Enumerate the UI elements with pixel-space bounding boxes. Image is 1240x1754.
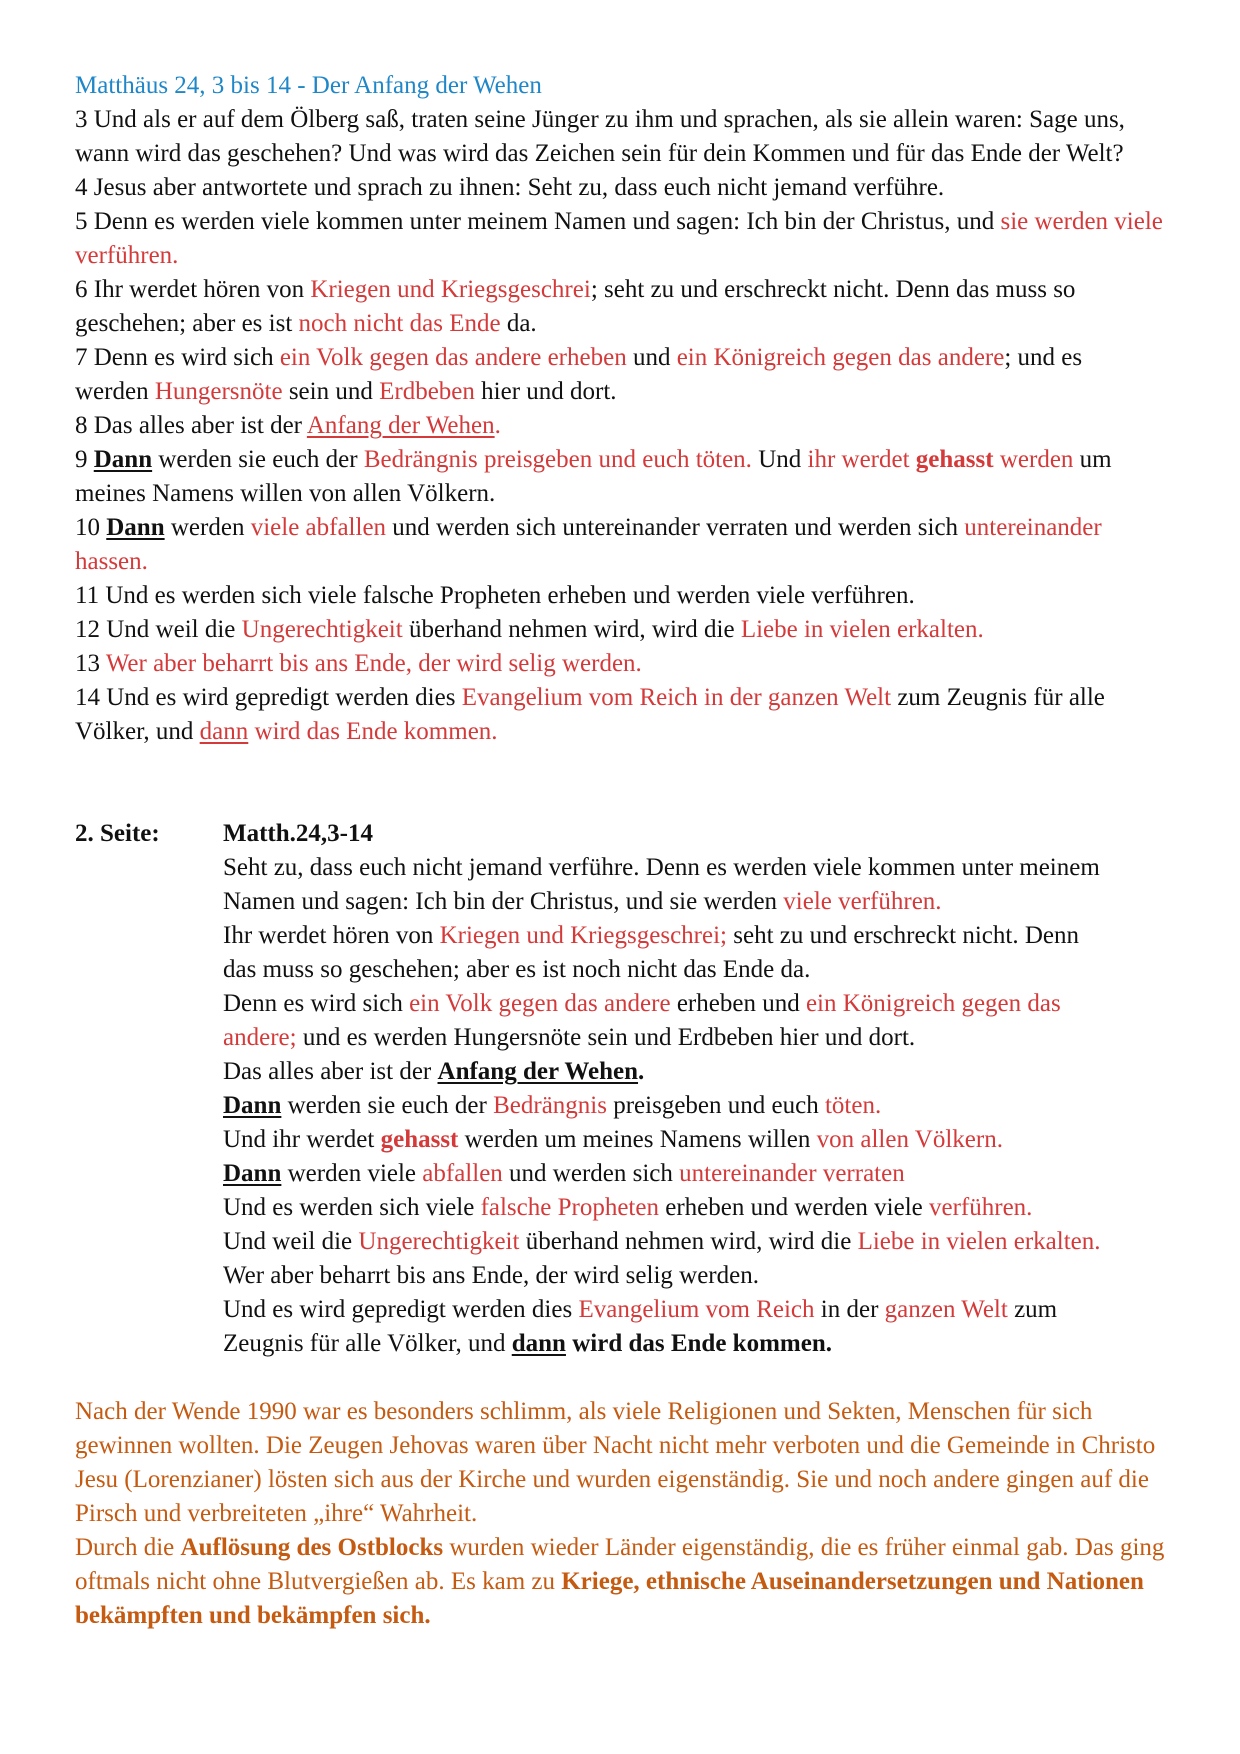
commentary-line [75, 1497, 1165, 1531]
highlighted-text: ganzen Welt [884, 1296, 1008, 1323]
summary-text: Das alles aber ist der [223, 1058, 438, 1085]
summary-line [75, 1293, 1165, 1327]
verse-line [75, 511, 1165, 545]
summary-line [75, 851, 1165, 885]
highlighted-text: Evangelium vom Reich [578, 1296, 815, 1323]
verse-line [75, 545, 1165, 579]
highlighted-text: verführen. [929, 1194, 1033, 1221]
underlined-phrase: dann [199, 718, 249, 745]
commentary-line [75, 1531, 1165, 1565]
highlighted-text: werden [993, 446, 1074, 473]
underlined-phrase: Anfang der Wehen [437, 1058, 639, 1085]
highlighted-bold-text: gehasst [915, 446, 994, 473]
bold-text: . [638, 1058, 645, 1085]
emphasis-dann: dann [511, 1330, 566, 1357]
summary-line [75, 953, 1165, 987]
highlighted-text: hassen. [75, 548, 148, 575]
summary-line [75, 1157, 1165, 1191]
summary-text: das muss so geschehen; aber es ist noch nicht das Ende da. [223, 956, 811, 983]
summary-text: werden sie euch der [281, 1092, 494, 1119]
summary-line [75, 1191, 1165, 1225]
emphasis-dann: Dann [93, 446, 153, 473]
verse-text: 5 Denn es werden viele kommen unter meinem Namen und sagen: Ich bin der Christus, und [75, 208, 1001, 235]
summary-line [75, 1259, 1165, 1293]
highlighted-text: noch nicht das Ende [298, 310, 501, 337]
verse-text: 11 Und es werden sich viele falsche Propheten erheben und werden viele verführen. [75, 582, 915, 609]
verse-line [75, 715, 1165, 749]
commentary-text: Durch die [75, 1534, 181, 1561]
verse-text: sein und [282, 378, 380, 405]
highlighted-text: verführen. [75, 242, 179, 269]
verse-text: ; seht zu und erschreckt nicht. Denn das muss so [590, 276, 1076, 303]
summary-text: Ihr werdet hören von [223, 922, 440, 949]
bold-text: Auflösung des Ostblocks [180, 1534, 444, 1561]
verse-text: Und [751, 446, 808, 473]
verse-line [75, 341, 1165, 375]
summary-line [75, 885, 1165, 919]
verse-line [75, 681, 1165, 715]
highlighted-text: töten. [824, 1092, 882, 1119]
highlighted-text: Kriegen und Kriegsgeschrei; [439, 922, 727, 949]
verse-text: werden sie euch der [152, 446, 364, 473]
summary-line [75, 1225, 1165, 1259]
commentary-line [75, 1395, 1165, 1429]
summary-label: 2. Seite: [75, 820, 160, 847]
verse-text: überhand nehmen wird, wird die [402, 616, 741, 643]
verse-text: werden [75, 378, 155, 405]
highlighted-text: von allen Völkern. [816, 1126, 1003, 1153]
highlighted-text: ein Königreich gegen das andere [676, 344, 1005, 371]
highlighted-text: viele verführen. [783, 888, 942, 915]
highlighted-text: untereinander verraten [679, 1160, 905, 1187]
verse-text: wann wird das geschehen? Und was wird das Zeichen sein für dein Kommen und für das Ende der Welt? [75, 140, 1124, 167]
summary-text: Wer aber beharrt bis ans Ende, der wird selig werden. [223, 1262, 759, 1289]
verse-text: da. [500, 310, 537, 337]
summary-text: werden um meines Namens willen [458, 1126, 817, 1153]
verse-text: und [626, 344, 677, 371]
summary-text: Und weil die [223, 1228, 359, 1255]
highlighted-text: Kriegen und Kriegsgeschrei [310, 276, 591, 303]
verse-line [75, 375, 1165, 409]
summary-text: Denn es wird sich [223, 990, 410, 1017]
verse-text: 4 Jesus aber antwortete und sprach zu ihnen: Seht zu, dass euch nicht jemand verführe. [75, 174, 945, 201]
commentary-text: oftmals nicht ohne Blutvergießen ab. Es kam zu [75, 1568, 562, 1595]
summary-text: seht zu und erschreckt nicht. Denn [727, 922, 1079, 949]
document-body [75, 69, 1165, 1633]
verse-line [75, 137, 1165, 171]
verse-text: 3 Und als er auf dem Ölberg saß, traten seine Jünger zu ihm und sprachen, als sie allein waren: Sage uns, [75, 106, 1125, 133]
summary-text: Und es werden sich viele [223, 1194, 481, 1221]
spacer [75, 783, 1165, 817]
highlighted-text: ein Volk gegen das andere [409, 990, 671, 1017]
verse-text: 10 [75, 514, 107, 541]
commentary-line [75, 1599, 1165, 1633]
spacer [75, 749, 1165, 783]
highlighted-text: Ungerechtigkeit [358, 1228, 520, 1255]
summary-header [75, 817, 1165, 851]
verse-text: 7 Denn es wird sich [75, 344, 280, 371]
summary-text: und werden sich [502, 1160, 680, 1187]
summary-line [75, 1123, 1165, 1157]
highlighted-text: andere; [223, 1024, 297, 1051]
spacer [75, 1361, 1165, 1395]
highlighted-text: ihr werdet [807, 446, 916, 473]
commentary-text: Nach der Wende 1990 war es besonders schlimm, als viele Religionen und Sekten, Menschen für sich [75, 1398, 1093, 1425]
verse-text: meines Namens willen von allen Völkern. [75, 480, 496, 507]
verse-line [75, 307, 1165, 341]
summary-line [75, 1089, 1165, 1123]
highlighted-text: Bedrängnis preisgeben und euch töten. [363, 446, 752, 473]
summary-line [75, 1021, 1165, 1055]
highlighted-text: . [494, 412, 501, 439]
verse-line [75, 239, 1165, 273]
emphasis-dann: Dann [223, 1160, 282, 1187]
highlighted-text: untereinander [964, 514, 1102, 541]
verse-text: 6 Ihr werdet hören von [75, 276, 311, 303]
summary-line [75, 1327, 1165, 1361]
highlighted-text: Liebe in vielen erkalten. [740, 616, 984, 643]
summary-text: und es werden Hungersnöte sein und Erdbeben hier und dort. [296, 1024, 916, 1051]
summary-reference: Matth.24,3-14 [223, 820, 373, 847]
summary-text: zum [1007, 1296, 1058, 1323]
highlighted-text: Hungersnöte [154, 378, 283, 405]
summary-text: Namen und sagen: Ich bin der Christus, und sie werden [223, 888, 784, 915]
verse-line [75, 443, 1165, 477]
verse-text: ; und es [1004, 344, 1083, 371]
summary-text: erheben und werden viele [658, 1194, 929, 1221]
verse-line [75, 103, 1165, 137]
verse-line [75, 477, 1165, 511]
verse-text: um [1073, 446, 1112, 473]
highlighted-text: sie werden viele [1000, 208, 1163, 235]
summary-line [75, 1055, 1165, 1089]
emphasis-dann: Dann [223, 1092, 282, 1119]
bold-text: bekämpften und bekämpfen sich. [75, 1602, 431, 1629]
commentary-line [75, 1463, 1165, 1497]
verse-text: 14 Und es wird gepredigt werden dies [75, 684, 462, 711]
verse-text: 12 Und weil die [75, 616, 242, 643]
highlighted-text: Erdbeben [379, 378, 475, 405]
verse-text: und werden sich untereinander verraten und werden sich [386, 514, 965, 541]
passage-title: Matthäus 24, 3 bis 14 - Der Anfang der Wehen [75, 72, 542, 99]
commentary-text: Jesu (Lorenzianer) lösten sich aus der Kirche und wurden eigenständig. Sie und noch andere gingen auf die [75, 1466, 1149, 1493]
bold-text: wird das Ende kommen. [565, 1330, 832, 1357]
summary-text: Und es wird gepredigt werden dies [223, 1296, 579, 1323]
commentary-text: gewinnen wollten. Die Zeugen Jehovas waren über Nacht nicht mehr verboten und die Gemeinde in Christo [75, 1432, 1156, 1459]
summary-line [75, 919, 1165, 953]
highlighted-text: falsche Propheten [480, 1194, 659, 1221]
commentary-line [75, 1429, 1165, 1463]
verse-line [75, 171, 1165, 205]
verse-text: werden [164, 514, 251, 541]
highlighted-bold-text: gehasst [380, 1126, 459, 1153]
highlighted-text: ein Volk gegen das andere erheben [279, 344, 627, 371]
underlined-phrase: Anfang der Wehen [306, 412, 495, 439]
verse-line [75, 205, 1165, 239]
verse-text: 13 [75, 650, 106, 677]
bold-text: Kriege, ethnische Auseinandersetzungen und Nationen [561, 1568, 1144, 1595]
summary-text: Und ihr werdet [223, 1126, 381, 1153]
highlighted-text: abfallen [422, 1160, 503, 1187]
verse-text: hier und dort. [474, 378, 617, 405]
highlighted-text: Ungerechtigkeit [241, 616, 403, 643]
highlighted-text: Liebe in vielen erkalten. [857, 1228, 1101, 1255]
summary-text: überhand nehmen wird, wird die [519, 1228, 858, 1255]
verse-line [75, 273, 1165, 307]
verse-line [75, 409, 1165, 443]
commentary-line [75, 1565, 1165, 1599]
verse-text: geschehen; aber es ist [75, 310, 299, 337]
highlighted-text: Evangelium vom Reich in der ganzen Welt [461, 684, 892, 711]
summary-line [75, 987, 1165, 1021]
emphasis-dann: Dann [106, 514, 165, 541]
highlighted-text: ein Königreich gegen das [805, 990, 1061, 1017]
commentary-text: wurden wieder Länder eigenständig, die es früher einmal gab. Das ging [443, 1534, 1165, 1561]
verse-text: Völker, und [75, 718, 200, 745]
summary-text: preisgeben und euch [606, 1092, 825, 1119]
commentary-text: Pirsch und verbreiteten „ihre“ Wahrheit. [75, 1500, 478, 1527]
verse-line [75, 647, 1165, 681]
summary-text: erheben und [670, 990, 806, 1017]
verse-text: zum Zeugnis für alle [891, 684, 1105, 711]
summary-text: werden viele [281, 1160, 423, 1187]
summary-text: Seht zu, dass euch nicht jemand verführe. Denn es werden viele kommen unter meinem [223, 854, 1100, 881]
highlighted-text: Bedrängnis [493, 1092, 607, 1119]
verse-line [75, 579, 1165, 613]
highlighted-text: wird das Ende kommen. [248, 718, 498, 745]
verse-text: 9 [75, 446, 94, 473]
verse-text: 8 Das alles aber ist der [75, 412, 307, 439]
summary-text: in der [814, 1296, 885, 1323]
verse-line [75, 613, 1165, 647]
highlighted-text: Wer aber beharrt bis ans Ende, der wird selig werden. [105, 650, 642, 677]
highlighted-text: viele abfallen [250, 514, 387, 541]
summary-text: Zeugnis für alle Völker, und [223, 1330, 512, 1357]
